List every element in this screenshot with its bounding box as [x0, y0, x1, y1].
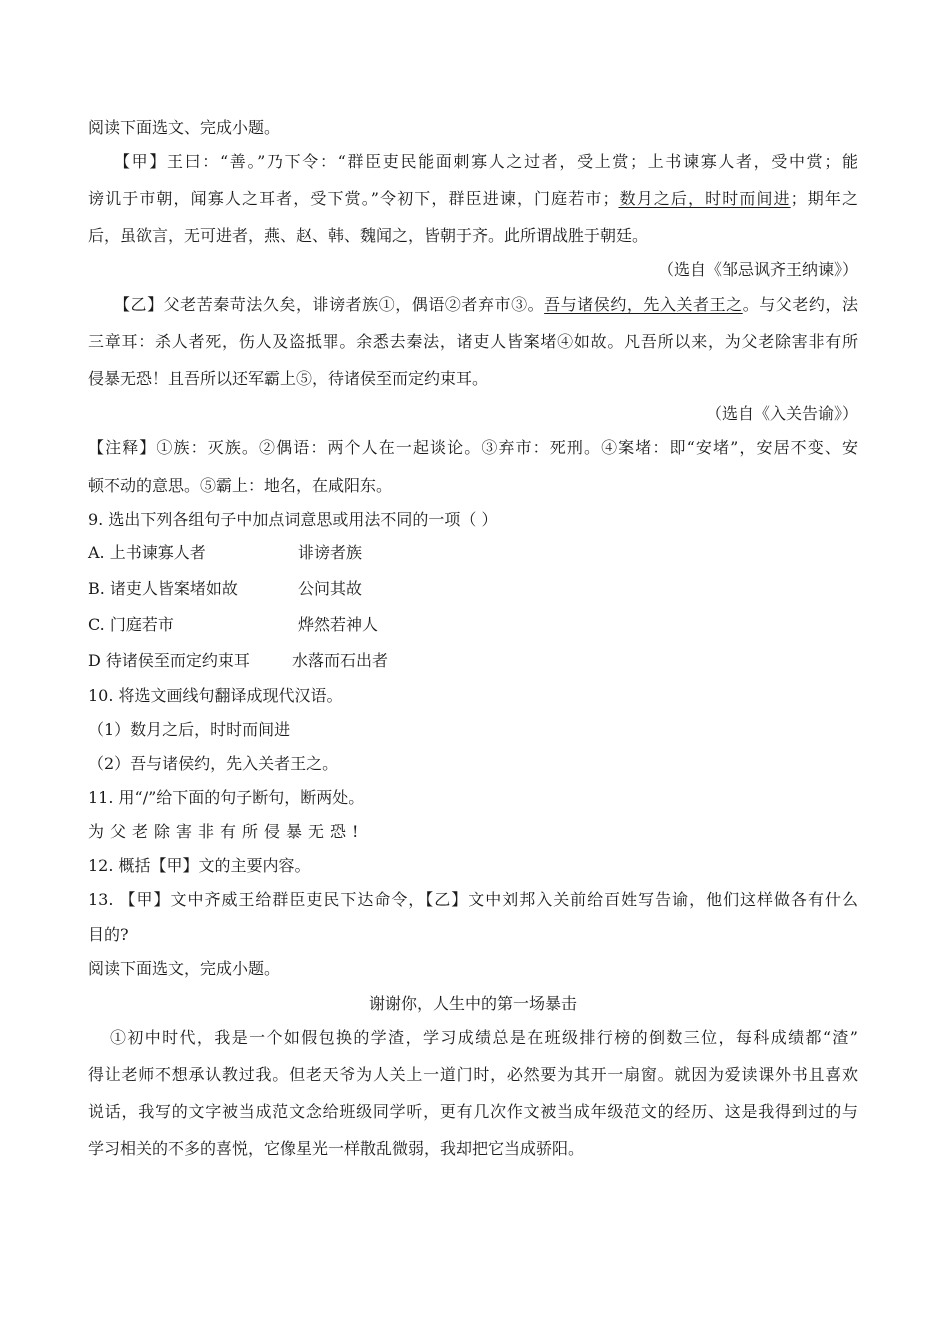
article-paragraph-line: 学习相关的不多的喜悦，它像星光一样散乱微弱，我却把它当成骄阳。 — [88, 1139, 585, 1158]
article-paragraph-line: ①初中时代，我是一个如假包换的学渣，学习成绩总是在班级排行榜的倒数三位，每科成绩都“渣” — [110, 1028, 858, 1047]
question-11-sentence: 为父老除害非有所侵暴无恐! — [88, 822, 365, 841]
reading-instruction: 阅读下面选文、完成小题。 — [88, 118, 281, 137]
jia-text-line: 谤讥于市朝，闻寡人之耳者，受下赏。”令初下，群臣进谏，门庭若市；数月之后，时时而间进；期年之 — [88, 189, 858, 208]
yi-source: （选自《入关告谕》） — [705, 404, 858, 423]
option-b: B. 诸吏人皆案堵如故 公问其故 — [88, 579, 363, 598]
jia-text-line: 后，虽欲言，无可进者，燕、赵、韩、魏闻之，皆朝于齐。此所谓战胜于朝廷。 — [88, 226, 649, 245]
jia-text-line: 【甲】王曰：“善。”乃下令：“群臣吏民能面刺寡人之过者，受上赏；上书谏寡人者，受中赏；能 — [114, 152, 858, 171]
underlined-sentence: 数月之后，时时而间进 — [618, 189, 791, 208]
question-10-stem: 10. 将选文画线句翻译成现代汉语。 — [88, 686, 343, 705]
question-11-stem: 11. 用“/”给下面的句子断句，断两处。 — [88, 788, 365, 807]
option-c: C. 门庭若市 烨然若神人 — [88, 615, 379, 634]
article-paragraph-line: 说话，我写的文字被当成范文念给班级同学听，更有几次作文被当成年级范文的经历、这是我得到过的与 — [88, 1102, 858, 1121]
question-12-stem: 12. 概括【甲】文的主要内容。 — [88, 856, 311, 875]
notes-line: 顿不动的意思。⑤霸上：地名，在咸阳东。 — [88, 476, 393, 495]
yi-text-line: 三章耳：杀人者死，伤人及盗抵罪。余悉去秦法，诸吏人皆案堵④如故。凡吾所以来，为父老除害非有所 — [88, 332, 858, 351]
question-9-stem: 9. 选出下列各组句子中加点词意思或用法不同的一项（ ） — [88, 510, 498, 529]
yi-text-line: 【乙】父老苦秦苛法久矣，诽谤者族①，偶语②者弃市③。吾与诸侯约，先入关者王之。与父老约，法 — [114, 295, 858, 314]
notes-line: 【注释】①族：灭族。②偶语：两个人在一起谈论。③弃市：死刑。④案堵：即“安堵”，安居不变、安 — [88, 438, 858, 457]
article-title: 谢谢你，人生中的第一场暴击 — [368, 994, 577, 1013]
question-10-item-1: （1）数月之后，时时而间进 — [88, 720, 291, 739]
underlined-sentence: 吾与诸侯约，先入关者王之 — [544, 295, 743, 314]
question-13-line: 目的? — [88, 925, 129, 944]
option-a: A. 上书谏寡人者 诽谤者族 — [88, 543, 363, 562]
jia-source: （选自《邹忌讽齐王纳谏》） — [657, 260, 858, 279]
article-paragraph-line: 得让老师不想承认教过我。但老天爷为人关上一道门时，必然要为其开一扇窗。就因为爱读课外书且喜欢 — [88, 1065, 858, 1084]
reading-instruction-2: 阅读下面选文，完成小题。 — [88, 959, 281, 978]
question-13-line: 13. 【甲】文中齐威王给群臣吏民下达命令，【乙】文中刘邦入关前给百姓写告谕，他们这样做各有什么 — [88, 890, 858, 909]
question-10-item-2: （2）吾与诸侯约，先入关者王之。 — [88, 754, 339, 773]
option-d: D 待诸侯至而定约束耳 水落而石出者 — [88, 651, 389, 670]
yi-text-line: 侵暴无恐！且吾所以还军霸上⑤，待诸侯至而定约束耳。 — [88, 369, 489, 388]
